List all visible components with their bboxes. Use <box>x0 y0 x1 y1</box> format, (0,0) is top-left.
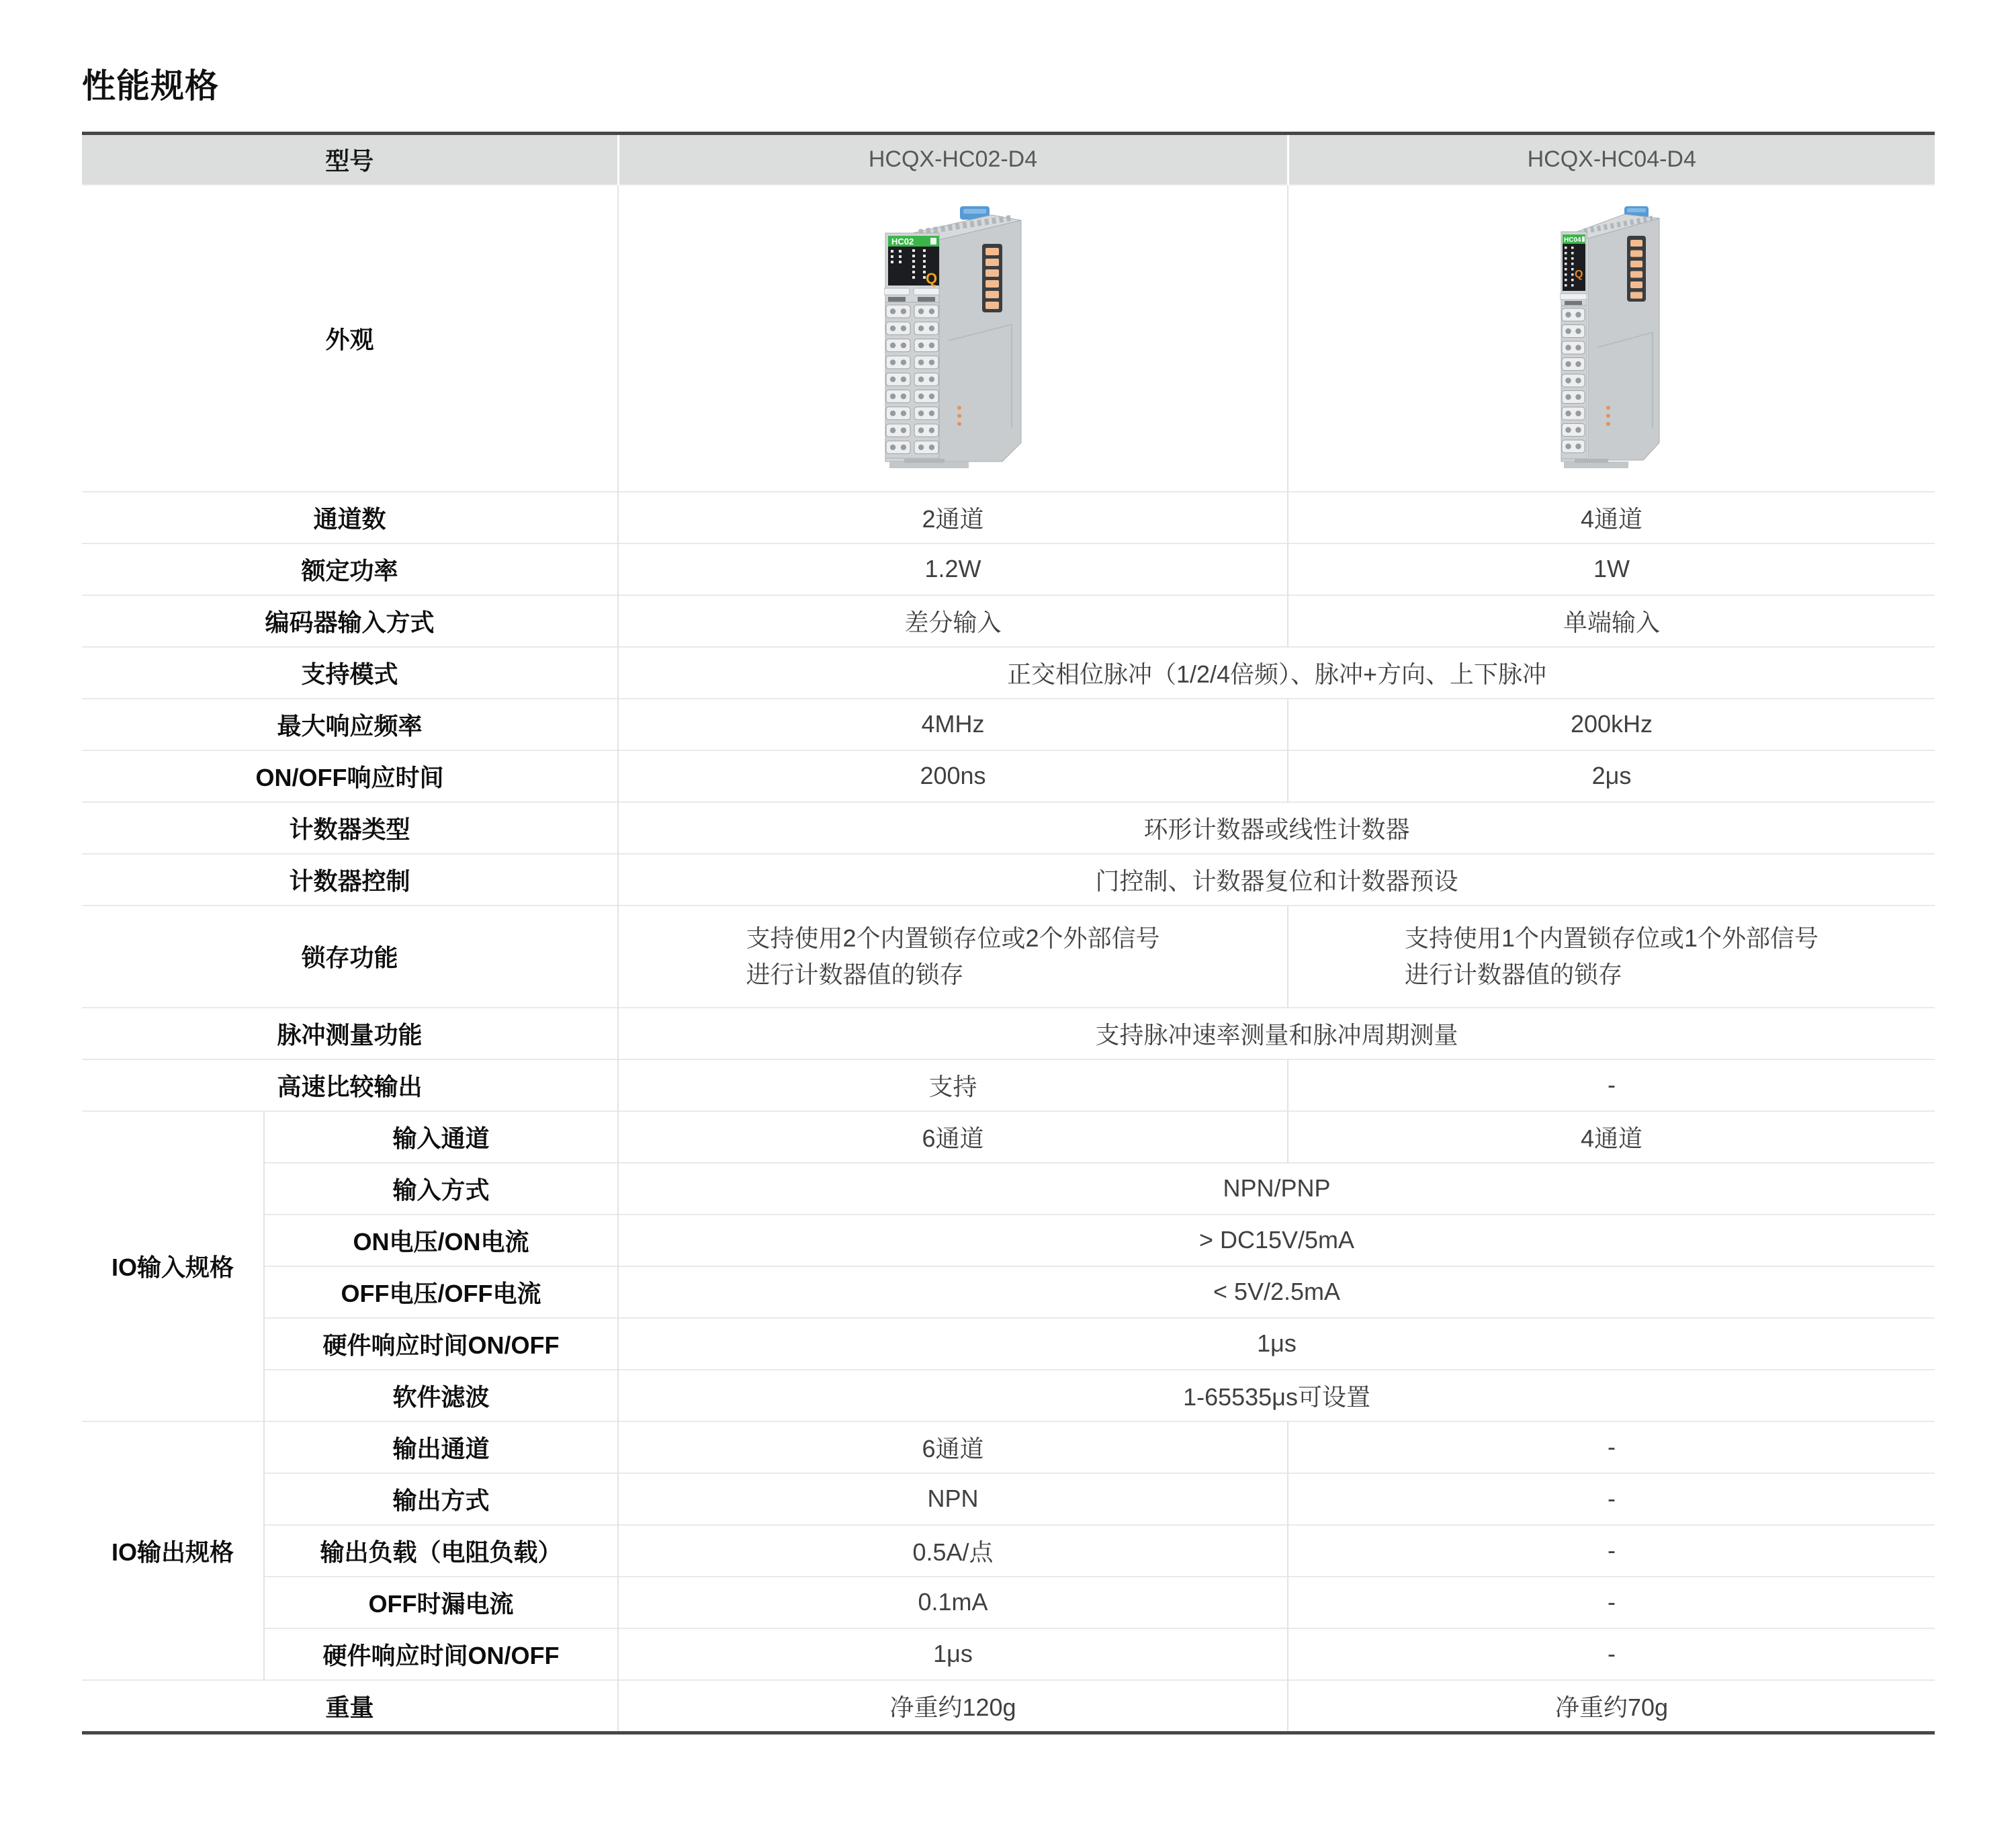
row-label: 高速比较输出 <box>82 1059 618 1111</box>
table-row <box>82 1370 1935 1421</box>
column-header-model: 型号 <box>82 133 618 185</box>
row-value: 单端输入 <box>1288 595 1935 647</box>
table-row <box>82 750 1935 802</box>
table-row <box>82 906 1935 1008</box>
row-label: 重量 <box>82 1680 618 1733</box>
table-row <box>82 492 1935 543</box>
group-label: IO输入规格 <box>82 1111 264 1421</box>
table-row <box>82 1111 1935 1163</box>
table-row <box>82 699 1935 750</box>
row-label: 编码器输入方式 <box>82 595 618 647</box>
row-value-span: > DC15V/5mA <box>618 1215 1935 1266</box>
row-value-span: 1μs <box>618 1318 1935 1370</box>
table-row <box>82 1215 1935 1266</box>
text-line: 进行计数器值的锁存 <box>1404 960 1622 988</box>
table-row <box>82 802 1935 854</box>
row-value: 4通道 <box>1288 492 1935 543</box>
row-value-span: < 5V/2.5mA <box>618 1266 1935 1318</box>
row-value: - <box>1288 1525 1935 1577</box>
terminal-grid <box>1562 308 1585 453</box>
table-row <box>82 1525 1935 1577</box>
table-row <box>82 1163 1935 1215</box>
table-row <box>82 595 1935 647</box>
table-row <box>82 1059 1935 1111</box>
row-value: - <box>1288 1059 1935 1111</box>
page-title: 性能规格 <box>82 67 219 105</box>
row-label: 计数器控制 <box>82 854 618 906</box>
table-row <box>82 1473 1935 1525</box>
side-panel <box>1588 218 1659 460</box>
row-label: 硬件响应时间ON/OFF <box>264 1628 618 1680</box>
row-value: 差分输入 <box>618 595 1288 647</box>
row-value: 2μs <box>1288 750 1935 802</box>
row-value: 支持 <box>618 1059 1288 1111</box>
row-value: 4MHz <box>618 699 1288 750</box>
table-row <box>82 647 1935 699</box>
hc04-product-cell <box>1288 185 1935 492</box>
spec-table-body <box>82 185 1935 1733</box>
row-value-span: 正交相位脉冲（1/2/4倍频）、脉冲+方向、上下脉冲 <box>618 647 1935 699</box>
row-label: 输入通道 <box>264 1111 618 1163</box>
table-row <box>82 1421 1935 1473</box>
brand-logo-icon: Q <box>926 270 938 287</box>
row-label: 软件滤波 <box>264 1370 618 1421</box>
row-value: 200ns <box>618 750 1288 802</box>
row-value: 6通道 <box>618 1421 1288 1473</box>
column-header-hc02: HCQX-HC02-D4 <box>618 133 1288 185</box>
row-label: 额定功率 <box>82 543 618 595</box>
row-value: 6通道 <box>618 1111 1288 1163</box>
row-value-span: 1-65535μs可设置 <box>618 1370 1935 1421</box>
row-value: 0.5A/点 <box>618 1525 1288 1577</box>
row-value-span: NPN/PNP <box>618 1163 1935 1215</box>
row-label: OFF时漏电流 <box>264 1577 618 1628</box>
row-value <box>618 906 1288 1008</box>
row-label: 计数器类型 <box>82 802 618 854</box>
row-value: - <box>1288 1577 1935 1628</box>
row-value: 净重约70g <box>1288 1680 1935 1733</box>
row-label: 输出通道 <box>264 1421 618 1473</box>
row-value: - <box>1288 1473 1935 1525</box>
hc04-product-image <box>1560 206 1664 470</box>
row-label: 最大响应频率 <box>82 699 618 750</box>
row-label: 输出负载（电阻负载） <box>264 1525 618 1577</box>
led-panel <box>1563 244 1585 291</box>
row-value: 200kHz <box>1288 699 1935 750</box>
row-value: 净重约120g <box>618 1680 1288 1733</box>
row-label: 硬件响应时间ON/OFF <box>264 1318 618 1370</box>
multiline-text <box>1405 920 1818 993</box>
text-line: 支持使用1个内置锁存位或1个外部信号 <box>1404 924 1819 952</box>
appearance-row <box>82 185 1935 492</box>
row-value: 4通道 <box>1288 1111 1935 1163</box>
row-value: - <box>1288 1421 1935 1473</box>
row-label: 通道数 <box>82 492 618 543</box>
column-header-hc04: HCQX-HC04-D4 <box>1288 133 1935 185</box>
side-panel <box>939 220 1021 462</box>
row-value: 1μs <box>618 1628 1288 1680</box>
row-label: ON电压/ON电流 <box>264 1215 618 1266</box>
row-label: 输出方式 <box>264 1473 618 1525</box>
brand-logo-icon: Q <box>1574 269 1583 280</box>
table-row <box>82 1628 1935 1680</box>
row-value-span: 支持脉冲速率测量和脉冲周期测量 <box>618 1008 1935 1059</box>
row-value: NPN <box>618 1473 1288 1525</box>
row-label: OFF电压/OFF电流 <box>264 1266 618 1318</box>
row-label: 外观 <box>82 185 618 492</box>
row-label: 锁存功能 <box>82 906 618 1008</box>
model-badge-text: HC02 <box>891 236 914 247</box>
table-row <box>82 1577 1935 1628</box>
row-label: 支持模式 <box>82 647 618 699</box>
table-row <box>82 854 1935 906</box>
table-row <box>82 1318 1935 1370</box>
row-value: - <box>1288 1628 1935 1680</box>
row-label: ON/OFF响应时间 <box>82 750 618 802</box>
row-label: 输入方式 <box>264 1163 618 1215</box>
group-label: IO输出规格 <box>82 1421 264 1680</box>
multiline-text <box>746 920 1159 993</box>
text-line: 进行计数器值的锁存 <box>746 960 964 988</box>
table-row <box>82 1680 1935 1733</box>
row-label: 脉冲测量功能 <box>82 1008 618 1059</box>
row-value: 1.2W <box>618 543 1288 595</box>
row-value <box>1288 906 1935 1008</box>
spec-table-header <box>82 133 1935 185</box>
row-value-span: 门控制、计数器复位和计数器预设 <box>618 854 1935 906</box>
header-row <box>82 133 1935 185</box>
text-line: 支持使用2个内置锁存位或2个外部信号 <box>746 924 1160 952</box>
hc02-product-image <box>884 206 1022 470</box>
model-badge-text: HC04 <box>1563 236 1581 244</box>
row-value: 1W <box>1288 543 1935 595</box>
row-value-span: 环形计数器或线性计数器 <box>618 802 1935 854</box>
row-value: 0.1mA <box>618 1577 1288 1628</box>
table-row <box>82 1266 1935 1318</box>
hc02-product-cell <box>618 185 1288 492</box>
row-value: 2通道 <box>618 492 1288 543</box>
spec-table <box>82 132 1935 1735</box>
table-row <box>82 543 1935 595</box>
table-row <box>82 1008 1935 1059</box>
